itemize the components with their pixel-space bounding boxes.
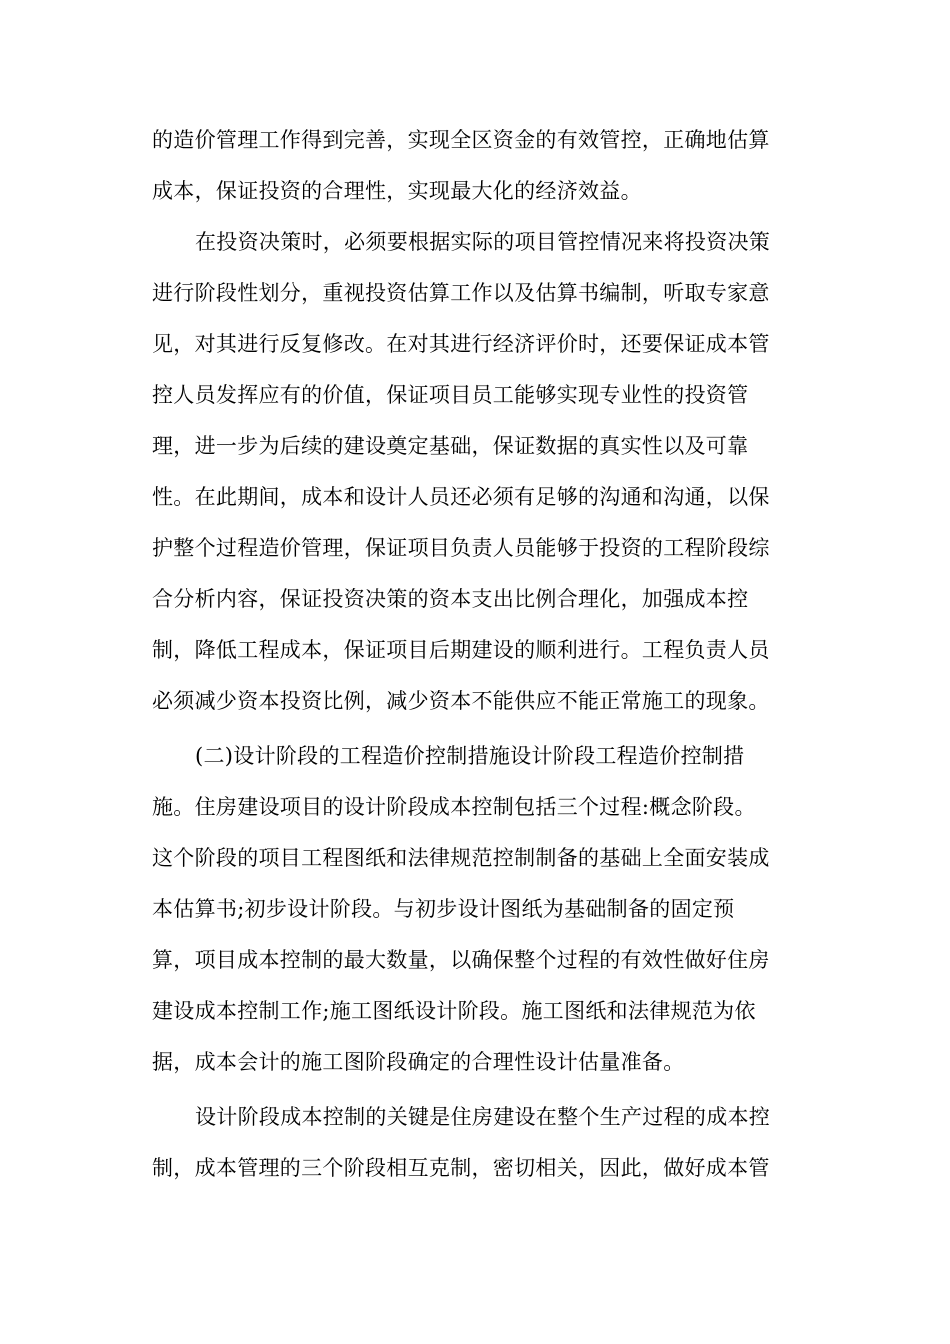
paragraph-2-line-3: 见，对其进行反复修改。在对其进行经济评价时，还要保证成本管 — [152, 332, 770, 356]
text-line-1: 的造价管理工作得到完善，实现全区资金的有效管控，正确地估算 — [152, 128, 770, 152]
paragraph-2-line-1: 在投资决策时，必须要根据实际的项目管控情况来将投资决策 — [195, 230, 771, 254]
paragraph-3-line-3: 这个阶段的项目工程图纸和法律规范控制制备的基础上全面安装成 — [152, 846, 770, 870]
paragraph-3-line-5: 算，项目成本控制的最大数量，以确保整个过程的有效性做好住房 — [152, 948, 770, 972]
paragraph-3-line-2: 施。住房建设项目的设计阶段成本控制包括三个过程:概念阶段。 — [152, 795, 756, 819]
paragraph-3-line-4: 本估算书;初步设计阶段。与初步设计图纸为基础制备的固定预 — [152, 897, 735, 921]
paragraph-2-line-5: 理，进一步为后续的建设奠定基础，保证数据的真实性以及可靠 — [152, 434, 749, 458]
paragraph-2-line-4: 控人员发挥应有的价值，保证项目员工能够实现专业性的投资管 — [152, 383, 749, 407]
paragraph-3-line-1: (二)设计阶段的工程造价控制措施设计阶段工程造价控制措 — [195, 744, 745, 768]
paragraph-3-line-6: 建设成本控制工作;施工图纸设计阶段。施工图纸和法律规范为依 — [152, 999, 756, 1023]
paragraph-4-line-1: 设计阶段成本控制的关键是住房建设在整个生产过程的成本控 — [195, 1105, 771, 1129]
paragraph-3-line-7: 据，成本会计的施工图阶段确定的合理性设计估量准备。 — [152, 1050, 685, 1074]
text-line-2: 成本，保证投资的合理性，实现最大化的经济效益。 — [152, 179, 642, 203]
paragraph-2-line-2: 进行阶段性划分，重视投资估算工作以及估算书编制，听取专家意 — [152, 281, 770, 305]
paragraph-2-line-9: 制，降低工程成本，保证项目后期建设的顺利进行。工程负责人员 — [152, 638, 770, 662]
paragraph-2-line-10: 必须减少资本投资比例，减少资本不能供应不能正常施工的现象。 — [152, 689, 770, 713]
paragraph-2-line-8: 合分析内容，保证投资决策的资本支出比例合理化，加强成本控 — [152, 587, 749, 611]
paragraph-2-line-7: 护整个过程造价管理，保证项目负责人员能够于投资的工程阶段综 — [152, 536, 770, 560]
paragraph-2-line-6: 性。在此期间，成本和设计人员还必须有足够的沟通和沟通，以保 — [152, 485, 770, 509]
paragraph-4-line-2: 制，成本管理的三个阶段相互克制，密切相关，因此，做好成本管 — [152, 1156, 770, 1180]
